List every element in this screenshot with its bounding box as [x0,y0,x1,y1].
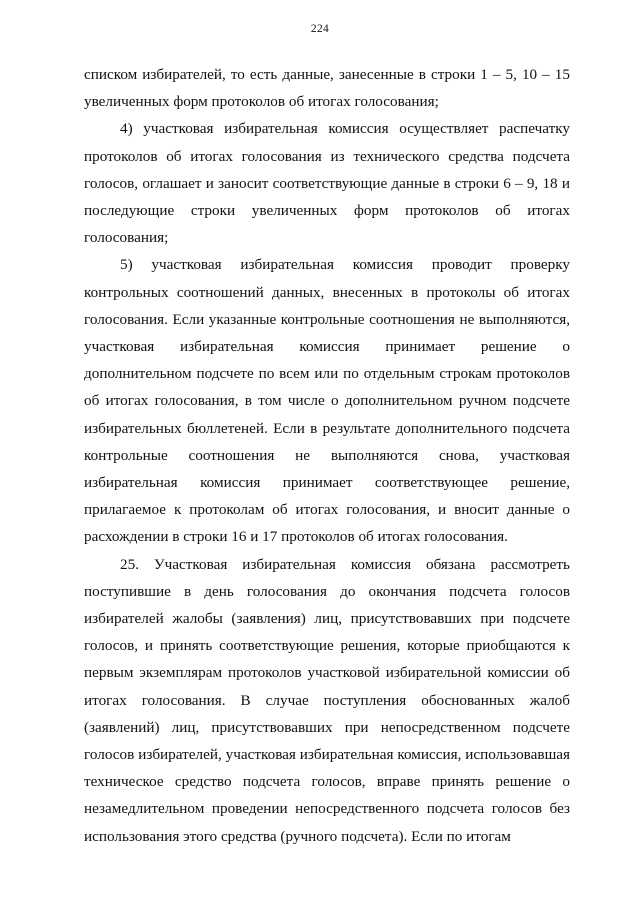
page-number: 224 [310,23,330,35]
document-body [84,61,570,850]
paragraph-section-25: 25. Участковая избирательная комиссия обязана рассмотреть поступившие в день голосования до окончания подсчета голосов избирателей жалобы (заявления) лиц, присутствовавших при подсчете голосов, и принять соответствующие решения, которые приобщаются к первым экземплярам протоколов участковой избирательной комиссии об итогах голосования. В случае поступления обоснованных жалоб (заявлений) лиц, присутствовавших при непосредственном подсчете голосов избирателей, участковая избирательная комиссия, использовавшая техническое средство подсчета голосов, вправе принять решение о незамедлительном проведении непосредственного подсчета голосов без использования этого средства (ручного подсчета). Если по итогам [84,555,570,845]
paragraph-continuation: списком избирателей, то есть данные, занесенные в строки 1 – 5, 10 – 15 увеличенных форм протоколов об итогах голосования; [84,66,570,111]
paragraph-item-4: 4) участковая избирательная комиссия осуществляет распечатку протоколов об итогах голосования из технического средства подсчета голосов, оглашает и заносит соответствующие данные в строки 6 – 9, 18 и последующие строки увеличенных форм протоколов об итогах голосования; [84,120,570,247]
paragraph-item-5: 5) участковая избирательная комиссия проводит проверку контрольных соотношений данных, внесенных в протоколы об итогах голосования. Если указанные контрольные соотношения не выполняются, участковая избирательная комиссия принимает решение о дополнительном подсчете по всем или по отдельным строкам протоколов об итогах голосования, в том числе о дополнительном ручном подсчете избирательных бюллетеней. Если в результате дополнительного подсчета контрольные соотношения не выполняются снова, участковая избирательная комиссия принимает соответствующее решение, прилагаемое к протоколам об итогах голосования, и вносит данные о расхождении в строки 16 и 17 протоколов об итогах голосования. [84,256,570,546]
